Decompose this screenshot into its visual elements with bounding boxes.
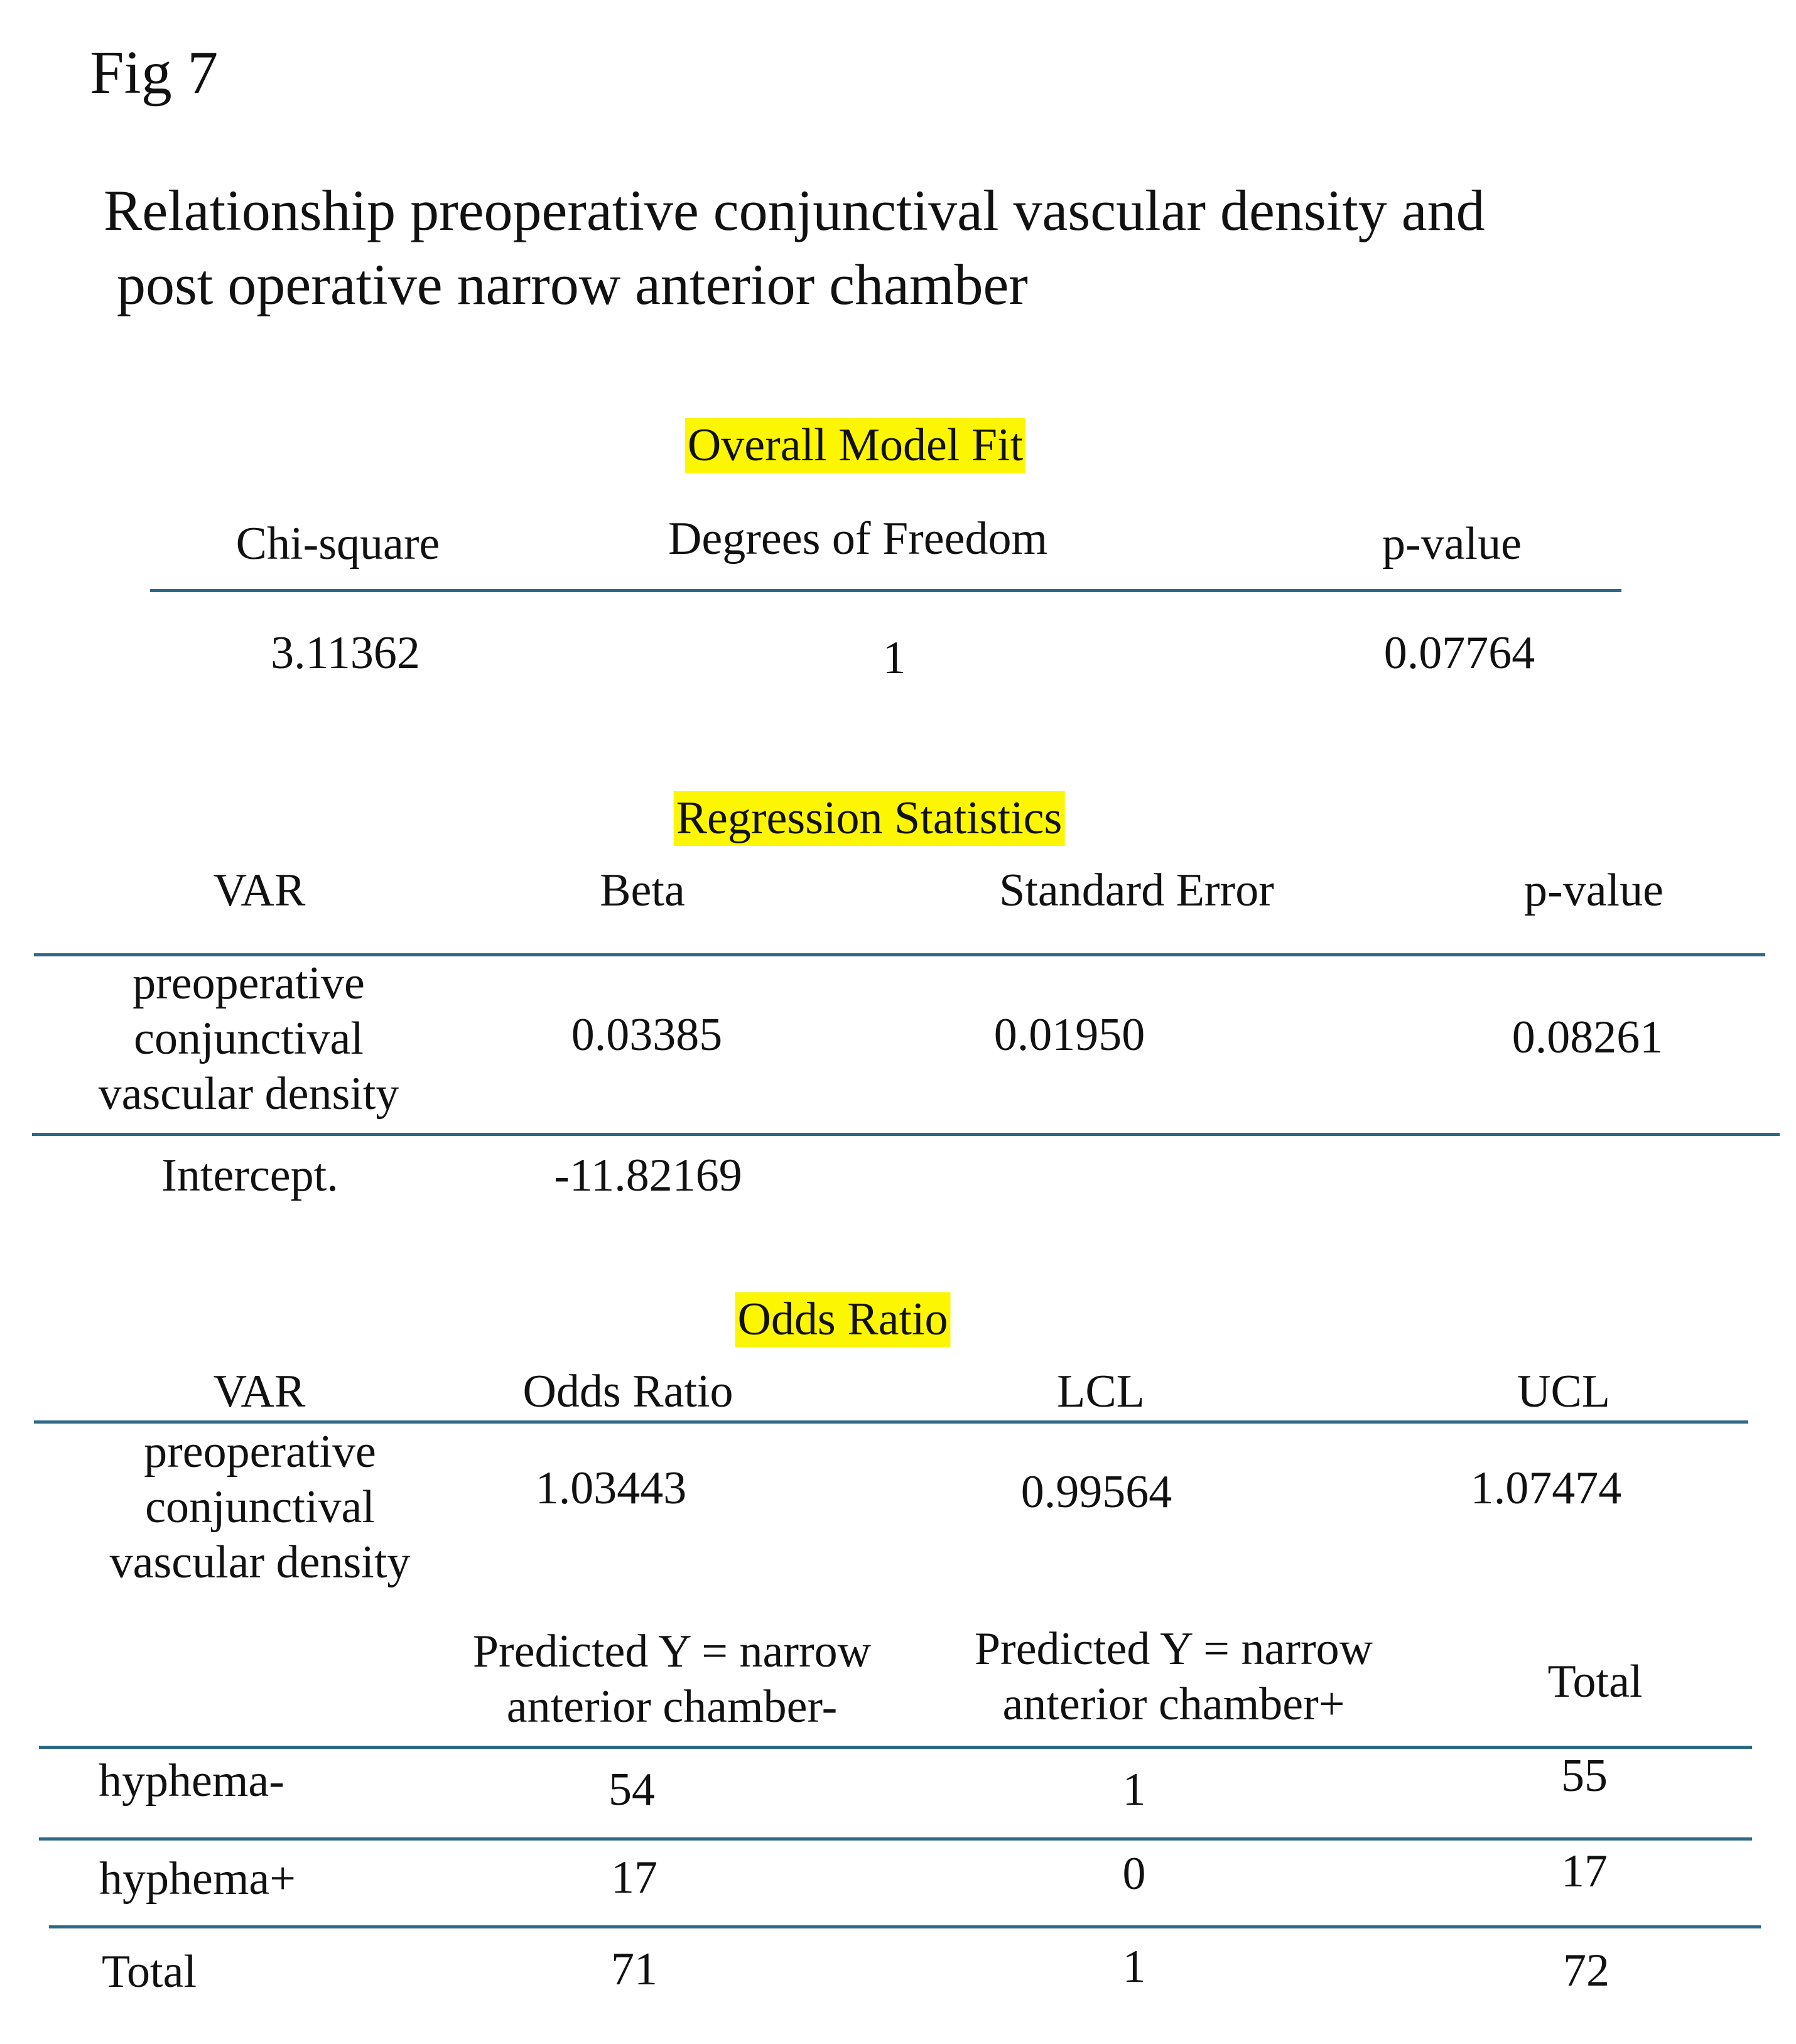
regression-intercept-value: -11.82169 (554, 1150, 742, 1201)
odds-ratio-value: 1.03443 (535, 1463, 687, 1514)
regression-heading: Regression Statistics (674, 791, 1065, 846)
odds-ratio-rule (34, 1420, 1748, 1424)
odds-ratio-lcl-value: 0.99564 (1020, 1466, 1172, 1518)
classification-header-total: Total (1547, 1656, 1643, 1707)
regression-header-p-value: p-value (1524, 865, 1663, 916)
model-fit-chi-square-value: 3.11362 (271, 627, 420, 679)
model-fit-heading: Overall Model Fit (685, 418, 1025, 473)
regression-p-value: 0.08261 (1512, 1012, 1663, 1063)
model-fit-header-chi-square: Chi-square (235, 518, 440, 570)
regression-beta-value: 0.03385 (571, 1009, 723, 1061)
classification-cell: 1 (1122, 1764, 1146, 1815)
odds-ratio-ucl-value: 1.07474 (1470, 1463, 1622, 1514)
model-fit-header-df: Degrees of Freedom (668, 513, 1048, 565)
model-fit-p-value: 0.07764 (1383, 627, 1535, 679)
classification-cell: 72 (1563, 1945, 1609, 1996)
odds-ratio-header-var: VAR (213, 1366, 306, 1417)
model-fit-rule (150, 589, 1621, 592)
regression-header-standard-error: Standard Error (999, 865, 1274, 916)
title-line-2: post operative narrow anterior chamber (117, 252, 1028, 316)
classification-row-label: hyphema+ (99, 1853, 296, 1905)
classification-cell: 55 (1561, 1750, 1608, 1802)
model-fit-df-value: 1 (882, 632, 906, 684)
classification-cell: 71 (611, 1944, 657, 1995)
regression-se-value: 0.01950 (993, 1009, 1145, 1061)
classification-cell: 54 (609, 1764, 655, 1815)
figure-label: Fig 7 (90, 39, 219, 107)
classification-cell: 0 (1122, 1848, 1146, 1900)
classification-header-predicted-plus: Predicted Y = narrow anterior chamber+ (974, 1623, 1373, 1730)
odds-ratio-var-label: preoperative conjunctival vascular density (109, 1426, 411, 1588)
classification-row-rule (49, 1925, 1761, 1928)
regression-header-var: VAR (213, 865, 306, 916)
model-fit-header-p-value: p-value (1382, 518, 1522, 570)
title-line-1: Relationship preoperative conjunctival vascular density and (104, 178, 1485, 242)
regression-header-beta: Beta (600, 865, 685, 916)
regression-intercept-label: Intercept. (161, 1150, 338, 1201)
classification-cell: 1 (1122, 1941, 1146, 1993)
classification-header-rule (39, 1746, 1752, 1749)
odds-ratio-header-lcl: LCL (1057, 1366, 1145, 1417)
classification-header-predicted-minus: Predicted Y = narrow anterior chamber- (472, 1626, 872, 1733)
classification-row-rule (39, 1837, 1752, 1841)
classification-row-label: Total (102, 1946, 197, 1998)
regression-var-label: preoperative conjunctival vascular density (98, 958, 399, 1120)
classification-row-label: hyphema- (99, 1755, 284, 1807)
odds-ratio-header-ucl: UCL (1517, 1366, 1610, 1417)
odds-ratio-header-or: Odds Ratio (522, 1366, 733, 1417)
regression-row-rule (32, 1133, 1780, 1136)
odds-ratio-heading: Odds Ratio (735, 1292, 950, 1347)
classification-cell: 17 (1561, 1846, 1608, 1897)
classification-cell: 17 (611, 1852, 657, 1903)
